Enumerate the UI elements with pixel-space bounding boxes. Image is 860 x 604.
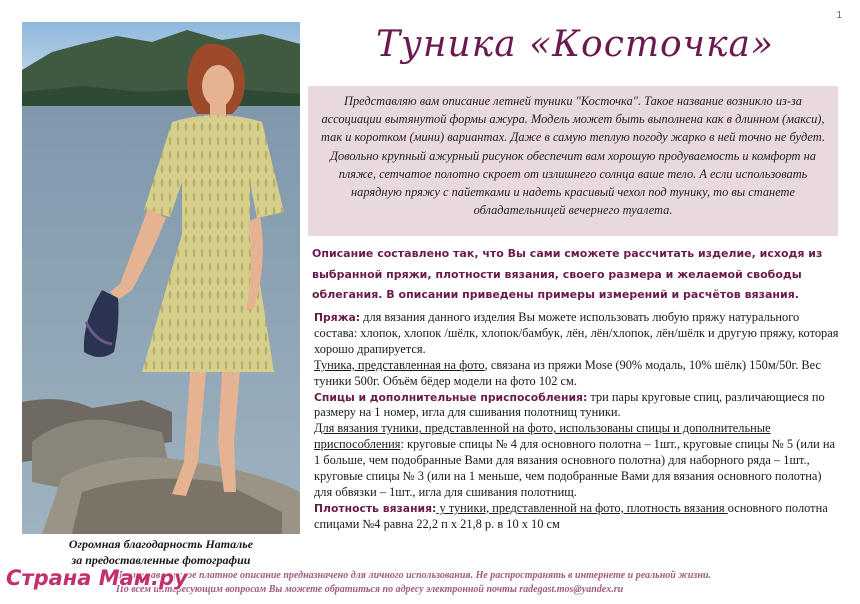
footer-line-1: Данное авторское платное описание предназначено для личного использования. Не распространять в интернете и реальной жизни. — [116, 570, 711, 581]
page-title: Туника «Косточка» — [375, 24, 775, 65]
caption-line-1: Огромная благодарность Наталье — [68, 537, 254, 551]
needles-text: три пары круговые спиц, различающиеся по размеру на 1 номер, игла для сшивания полотнищ туники. — [314, 389, 825, 420]
pattern-details — [314, 310, 840, 533]
description-note: Описание составлено так, что Вы сами сможете рассчитать изделие, исходя из выбранной пряжи, плотности вязания, своего размера и желаемой свободы облегания. В описании приведены примеры измерений и расчётов вязания. — [312, 247, 823, 301]
gauge-section — [314, 501, 840, 533]
caption-line-2: за предоставленные фотографии — [71, 553, 251, 567]
needles-label: Спицы и дополнительные приспособления: — [314, 390, 588, 404]
yarn-section — [314, 310, 840, 358]
yarn-text: для вязания данного изделия Вы можете использовать любую пряжу натурального состава: хлопок, хлопок /шёлк, хлопок/бамбук, лён, лён/хлопок, лён/шёлк и другую пряжу, которая хорошо драпируется. — [314, 310, 839, 356]
gauge-photo-heading: у туники, представленной на фото, плотность вязания — [436, 500, 728, 515]
needles-photo-text: : круговые спицы № 4 для основного полотна – 1шт., круговые спицы № 5 (или на 1 больше, чем подобранные Вами для вязания основного полотна) для наборного ряда – 1шт., круговые спицы № 3 (или на 1 меньше, чем подобранные Вами для вязания основного полотна) для обвязки – 1шт., игла для сшивания полотнищ. — [314, 437, 835, 499]
yarn-label: Пряжа: — [314, 311, 361, 324]
gauge-label: Плотность вязания: — [314, 501, 437, 515]
needles-photo-heading: Для вязания туники, представленной на фото, использованы спицы и дополнительные приспособления — [314, 421, 771, 452]
needles-photo-section — [314, 421, 840, 501]
footer-line-2: По всем интересующим вопросам Вы можете обратиться по адресу электронной почты radegast.mos@yandex.ru — [116, 583, 624, 595]
needles-section — [314, 390, 840, 422]
copyright-footer — [116, 569, 836, 596]
site-watermark: Страна Мам.ру — [6, 566, 188, 590]
page-number: 1 — [836, 10, 842, 21]
model-photo — [22, 22, 300, 534]
yarn-photo-heading: Туника, представленная на фото — [314, 357, 485, 372]
yarn-photo-section — [314, 358, 840, 390]
photo-caption — [22, 536, 300, 568]
yarn-photo-text: , связана из пряжи Mose (90% модаль, 10% шёлк) 150м/50г. Вес туники 500г. Объём бёдер модели на фото 102 см. — [314, 357, 821, 388]
intro-box: Представляю вам описание летней туники "Косточка". Такое название возникло из-за ассоциации вытянутой формы ажура. Модель может быть выполнена как в длинном (макси), так и коротком (мини) вариантах. Даже в самую теплую погоду жарко в ней точно не будет. Довольно крупный ажурный рисунок обеспечит вам хорошую продуваемость и комфорт на пляже, сетчатое полотно скроет от излишнего солнца ваше тело. А если использовать нарядную пряжу с пайетками и надеть красивый чехол под тунику, то вы станете обладательницей вечернего туалета. — [308, 86, 838, 236]
gauge-text: основного полотна спицами №4 равна 22,2 п х 21,8 р. в 10 х 10 см — [314, 500, 828, 531]
